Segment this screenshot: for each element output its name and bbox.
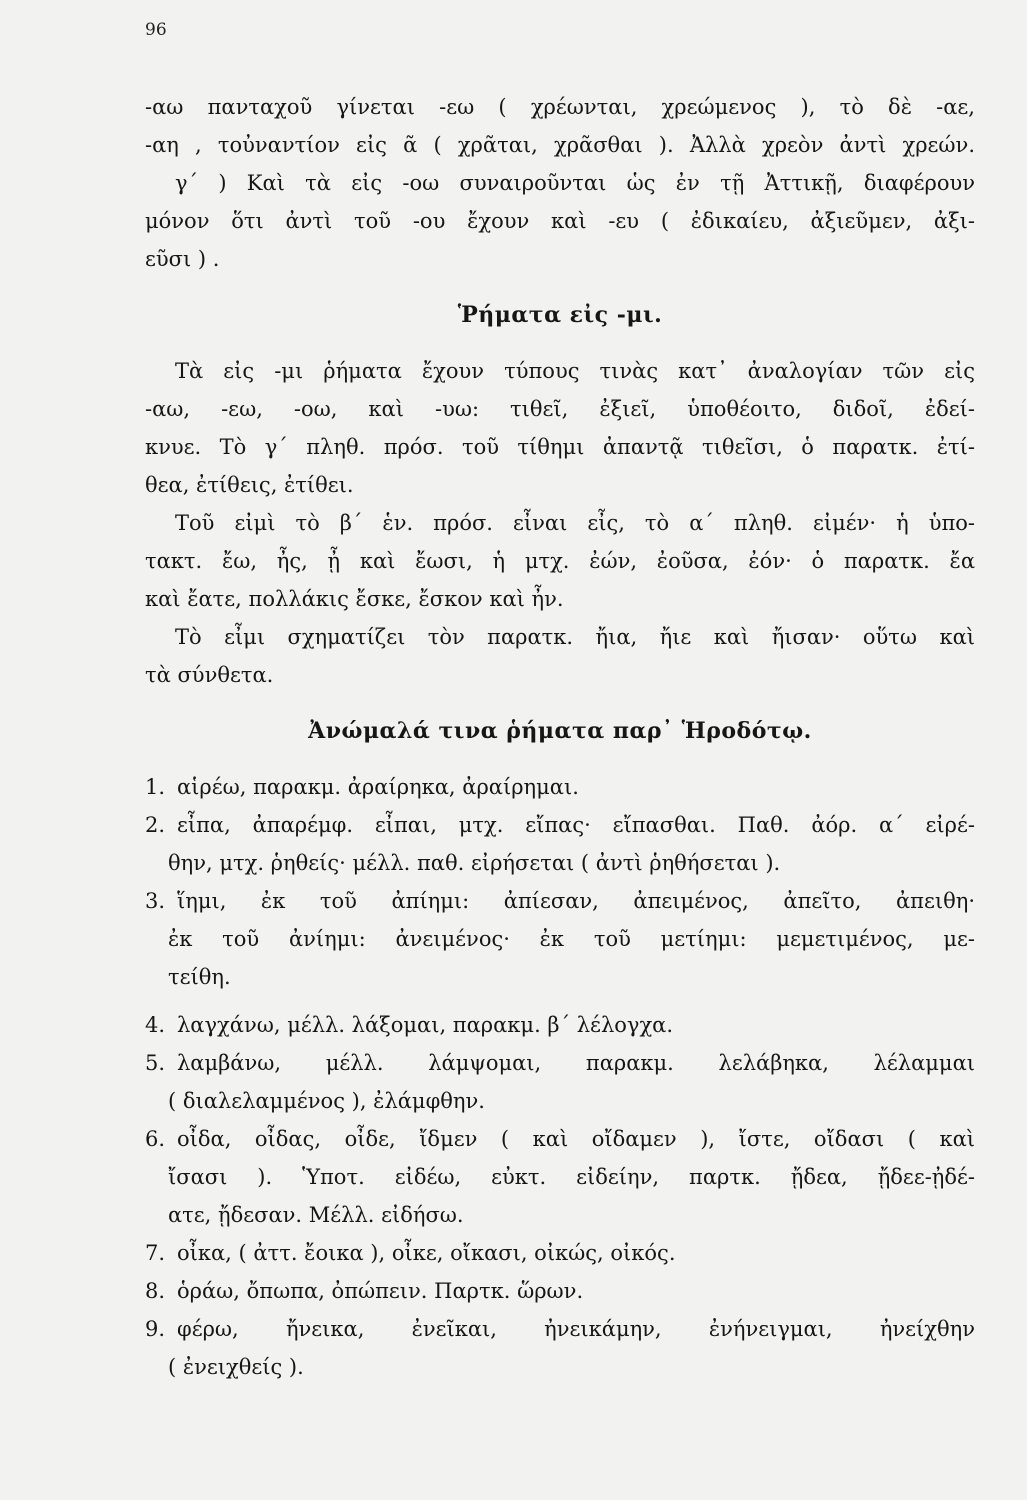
list-number: 9. <box>145 1317 166 1341</box>
list-continuation: ἐκ τοῦ ἀνίημι: ἀνειμένος· ἐκ τοῦ μετίημι: μεμετιμένος, με- <box>168 927 975 951</box>
text-line: Τὰ εἰς -μι ῥήματα ἔχουν τύπους τινὰς κατ᾽ ἀναλογίαν τῶν εἰς <box>175 359 975 383</box>
text-line: τακτ. ἔω, ἦς, ᾖ καὶ ἔωσι, ἡ μτχ. ἐών, ἐοῦσα, ἐόν· ὁ παρατκ. ἔα <box>145 549 975 573</box>
list-item <box>145 1276 975 1306</box>
list-continuation: ἴσασι ). Ὑποτ. εἰδέω, εὐκτ. εἰδείην, παρτκ. ᾔδεα, ᾔδεε-ᾐδέ- <box>168 1165 975 1189</box>
list-item <box>145 772 975 802</box>
list-number: 7. <box>145 1241 166 1265</box>
list-text: αἱρέω, παρακμ. ἀραίρηκα, ἀραίρημαι. <box>177 775 579 799</box>
list-number: 6. <box>145 1127 166 1151</box>
text-line: Τοῦ εἰμὶ τὸ β΄ ἑν. πρόσ. εἶναι εἶς, τὸ α΄ πληθ. εἰμέν· ἡ ὑπο- <box>175 511 975 535</box>
list-text: φέρω, ἤνεικα, ἐνεῖκαι, ἠνεικάμην, ἐνήνειγμαι, ἠνείχθην <box>177 1317 975 1341</box>
list-number: 3. <box>145 889 166 913</box>
list-text: λαγχάνω, μέλλ. λάξομαι, παρακμ. β΄ λέλογχα. <box>177 1013 674 1037</box>
list-item <box>145 1010 975 1040</box>
list-number: 1. <box>145 775 166 799</box>
list-text: εἶπα, ἀπαρέμφ. εἶπαι, μτχ. εἴπας· εἴπασθαι. Παθ. ἀόρ. α΄ εἰρέ- <box>177 813 975 837</box>
list-number: 8. <box>145 1279 166 1303</box>
text-line: -αη , τοὐναντίον εἰς ᾶ ( χρᾶται, χρᾶσθαι ). Ἀλλὰ χρεὸν ἀντὶ χρεών. <box>145 133 975 157</box>
list-item <box>145 1238 975 1268</box>
list-item <box>145 886 975 916</box>
list-number: 2. <box>145 813 166 837</box>
list-number: 4. <box>145 1013 166 1037</box>
list-text: ἵημι, ἐκ τοῦ ἀπίημι: ἀπίεσαν, ἀπειμένος, ἀπεῖτο, ἀπειθη· <box>177 889 975 913</box>
text-line: μόνον ὅτι ἀντὶ τοῦ -ου ἔχουν καὶ -ευ ( ἐδικαίευ, ἀξιεῦμεν, ἀξι- <box>145 209 975 233</box>
list-continuation: θην, μτχ. ῥηθείς· μέλλ. παθ. εἰρήσεται ( ἀντὶ ῥηθήσεται ). <box>168 851 781 875</box>
section-heading: Ἀνώμαλά τινα ῥήματα παρ᾽ Ἡροδότῳ. <box>308 718 812 744</box>
text-line: κνυε. Τὸ γ΄ πληθ. πρόσ. τοῦ τίθημι ἀπαντᾷ τιθεῖσι, ὁ παρατκ. ἐτί- <box>145 435 975 459</box>
list-item <box>145 1314 975 1344</box>
list-item <box>145 1124 975 1154</box>
text-line: Τὸ εἶμι σχηματίζει τὸν παρατκ. ἤια, ἤιε καὶ ἤισαν· οὕτω καὶ <box>175 625 975 649</box>
list-text: ὁράω, ὄπωπα, ὀπώπειν. Παρτκ. ὥρων. <box>177 1279 584 1303</box>
text-line: τὰ σύνθετα. <box>145 663 274 687</box>
list-continuation: τείθη. <box>168 965 231 989</box>
list-item <box>145 810 975 840</box>
page-number: 96 <box>145 20 167 40</box>
list-text: λαμβάνω, μέλλ. λάμψομαι, παρακμ. λελάβηκα, λέλαμμαι <box>177 1051 975 1075</box>
text-line: θεα, ἐτίθεις, ἐτίθει. <box>145 473 354 497</box>
list-text: οἶκα, ( ἀττ. ἔοικα ), οἶκε, οἴκασι, οἰκώς, οἰκός. <box>177 1241 676 1265</box>
list-continuation: ατε, ᾔδεσαν. Μέλλ. εἰδήσω. <box>168 1203 464 1227</box>
text-line: καὶ ἔατε, πολλάκις ἔσκε, ἔσκον καὶ ἦν. <box>145 587 564 611</box>
text-line: -αω, -εω, -οω, καὶ -υω: τιθεῖ, ἐξιεῖ, ὑποθέοιτο, διδοῖ, ἐδεί- <box>145 397 975 421</box>
text-line: -αω πανταχοῦ γίνεται -εω ( χρέωνται, χρεώμενος ), τὸ δὲ -αε, <box>145 95 975 119</box>
text-line: εῦσι ) . <box>145 247 220 271</box>
list-item <box>145 1048 975 1078</box>
list-text: οἶδα, οἶδας, οἶδε, ἴδμεν ( καὶ οἴδαμεν ), ἴστε, οἴδασι ( καὶ <box>177 1127 975 1151</box>
section-heading: Ῥήματα εἰς -μι. <box>457 302 663 328</box>
list-continuation: ( διαλελαμμένος ), ἐλάμφθην. <box>168 1089 485 1113</box>
text-line: γ΄ ) Καὶ τὰ εἰς -οω συναιροῦνται ὡς ἐν τῇ Ἀττικῇ, διαφέρουν <box>175 171 975 195</box>
list-continuation: ( ἐνειχθείς ). <box>168 1355 304 1379</box>
list-number: 5. <box>145 1051 166 1075</box>
